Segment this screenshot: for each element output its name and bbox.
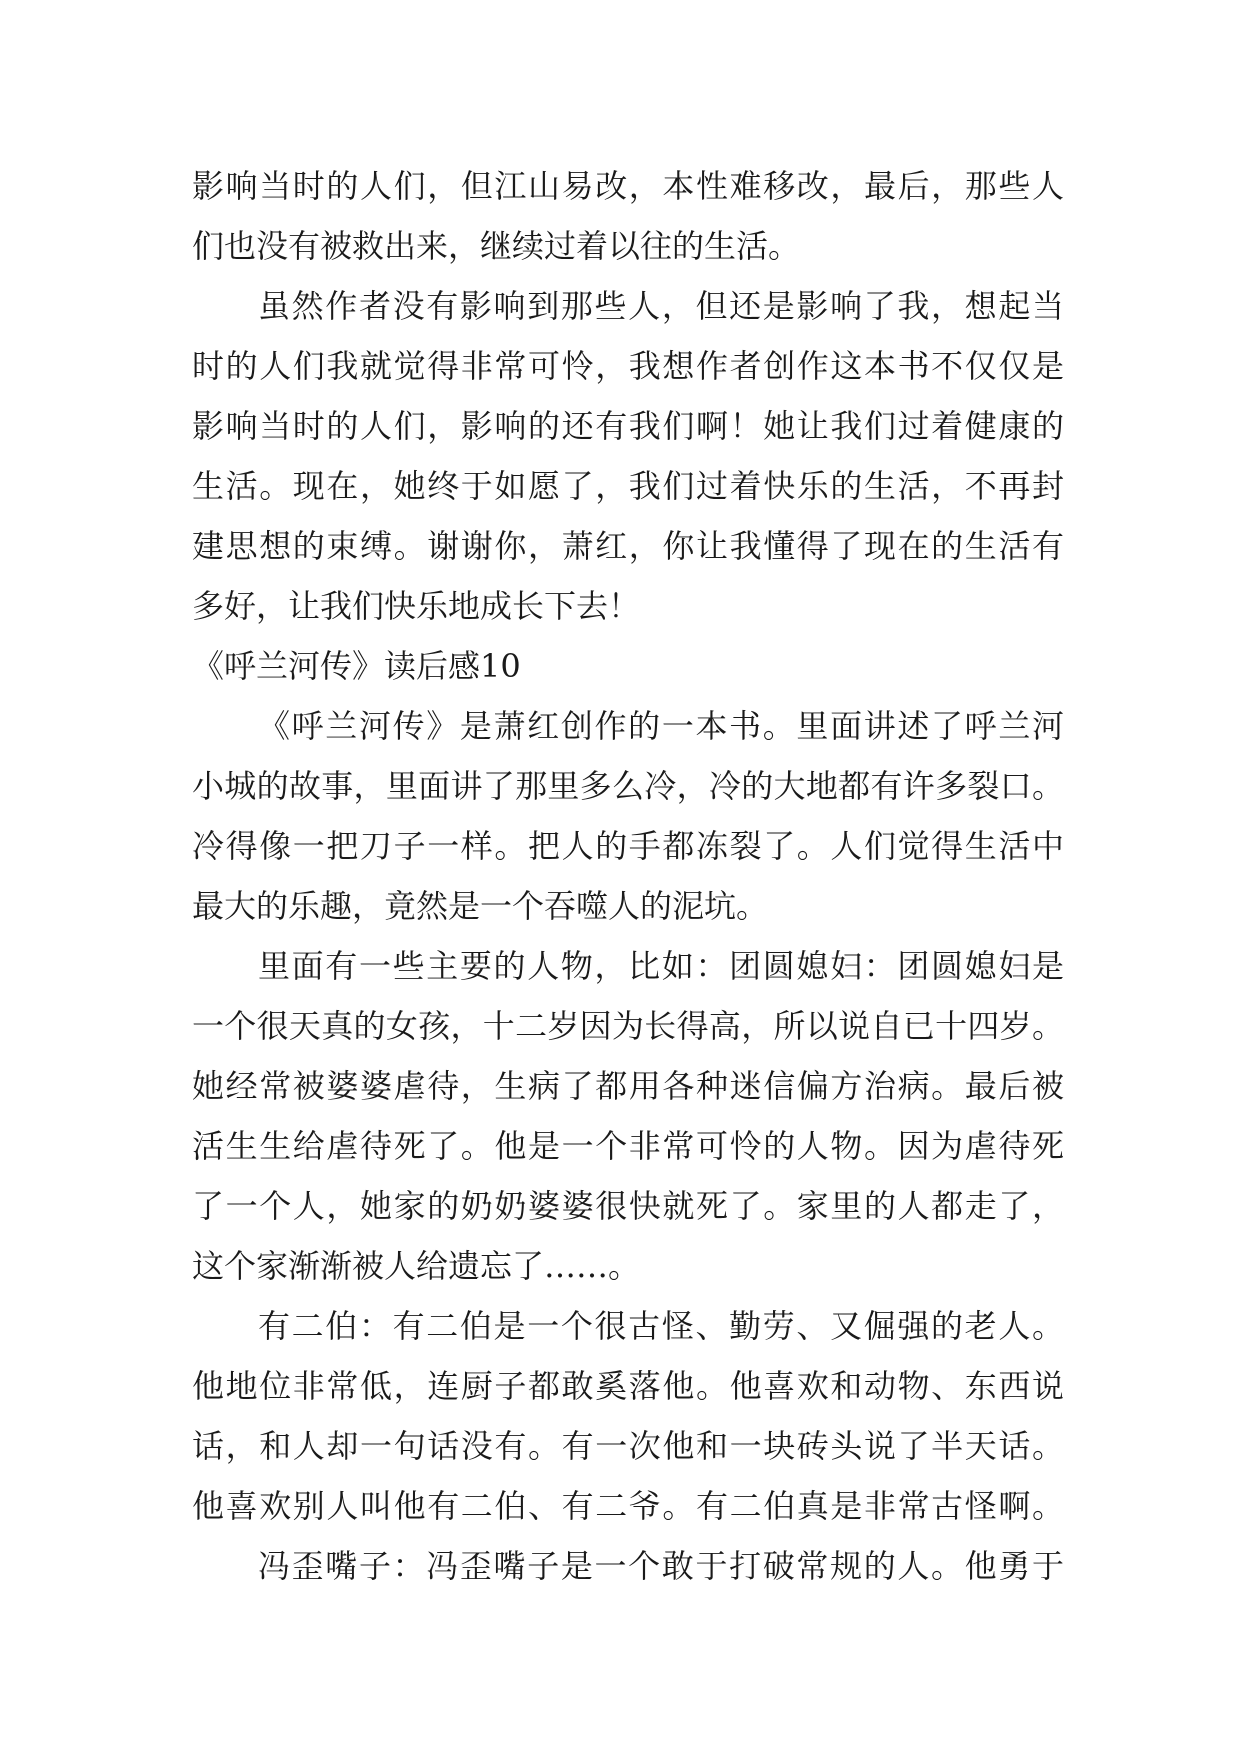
paragraph xyxy=(192,156,1064,276)
paragraph xyxy=(192,1536,1064,1596)
text-line: 她经常被婆婆虐待，生病了都用各种迷信偏方治病。最后被 xyxy=(192,1067,1064,1105)
text-line: 话，和人却一句话没有。有一次他和一块砖头说了半天话。 xyxy=(192,1427,1064,1465)
text-line: 这个家渐渐被人给遗忘了……。 xyxy=(192,1247,641,1285)
text-line: 生活。现在，她终于如愿了，我们过着快乐的生活，不再封 xyxy=(192,467,1064,505)
text-line: 一个很天真的女孩，十二岁因为长得高，所以说自已十四岁。 xyxy=(192,1007,1064,1045)
text-line: 了一个人，她家的奶奶婆婆很快就死了。家里的人都走了， xyxy=(192,1187,1064,1225)
text-line: 最大的乐趣，竟然是一个吞噬人的泥坑。 xyxy=(192,887,769,925)
text-line: 小城的故事，里面讲了那里多么冷，冷的大地都有许多裂口。 xyxy=(192,767,1064,805)
text-line: 们也没有被救出来，继续过着以往的生活。 xyxy=(192,227,801,265)
paragraph xyxy=(192,276,1064,636)
text-line: 冯歪嘴子：冯歪嘴子是一个敢于打破常规的人。他勇于 xyxy=(258,1547,1064,1585)
paragraph xyxy=(192,696,1064,936)
text-line: 多好，让我们快乐地成长下去！ xyxy=(192,587,641,625)
text-line: 《呼兰河传》是萧红创作的一本书。里面讲述了呼兰河 xyxy=(258,707,1064,745)
text-line: 影响当时的人们，影响的还有我们啊！她让我们过着健康的 xyxy=(192,407,1064,445)
text-line: 虽然作者没有影响到那些人，但还是影响了我，想起当 xyxy=(258,287,1064,325)
paragraph xyxy=(192,936,1064,1296)
paragraph xyxy=(192,1296,1064,1536)
text-line: 冷得像一把刀子一样。把人的手都冻裂了。人们觉得生活中 xyxy=(192,827,1064,865)
text-line: 他地位非常低，连厨子都敢奚落他。他喜欢和动物、东西说 xyxy=(192,1367,1064,1405)
text-line: 有二伯：有二伯是一个很古怪、勤劳、又倔强的老人。 xyxy=(258,1307,1064,1345)
document-body xyxy=(192,156,1064,1596)
text-line: 时的人们我就觉得非常可怜，我想作者创作这本书不仅仅是 xyxy=(192,347,1064,385)
text-line: 影响当时的人们，但江山易改，本性难移改，最后，那些人 xyxy=(192,167,1064,205)
text-line: 活生生给虐待死了。他是一个非常可怜的人物。因为虐待死 xyxy=(192,1127,1064,1165)
text-line: 他喜欢别人叫他有二伯、有二爷。有二伯真是非常古怪啊。 xyxy=(192,1487,1064,1525)
text-line: 里面有一些主要的人物，比如：团圆媳妇：团圆媳妇是 xyxy=(258,947,1064,985)
section-heading: 《呼兰河传》读后感10 xyxy=(192,647,521,685)
text-line: 建思想的束缚。谢谢你，萧红，你让我懂得了现在的生活有 xyxy=(192,527,1064,565)
